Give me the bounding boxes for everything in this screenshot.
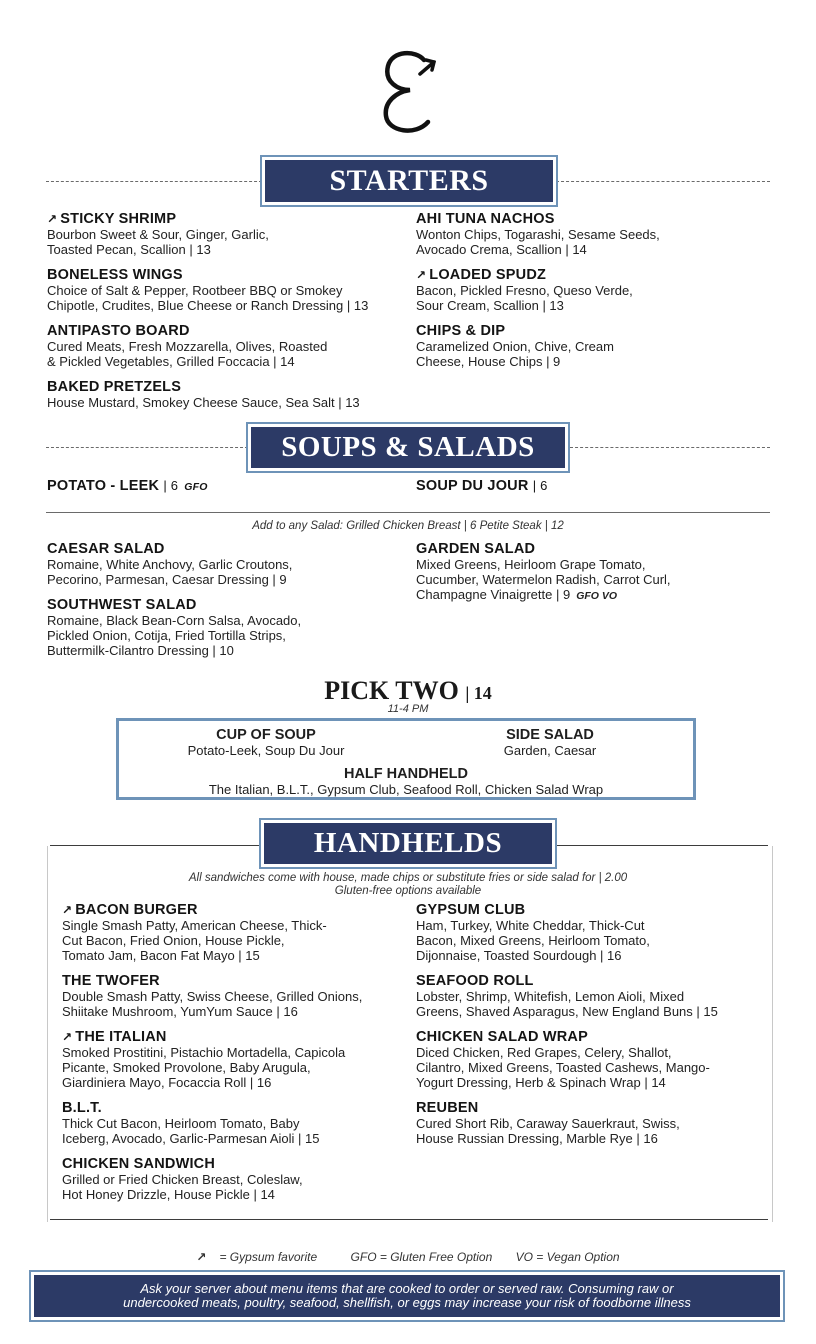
soups-salads-banner: SOUPS & SALADS: [251, 427, 565, 468]
menu-item: AHI TUNA NACHOS Wonton Chips, Togarashi, Sesame Seeds, Avocado Crema, Scallion | 14: [416, 211, 660, 257]
handhelds-rule-bottom: [50, 1219, 768, 1220]
menu-item: SEAFOOD ROLL Lobster, Shrimp, Whitefish, Lemon Aioli, Mixed Greens, Shaved Asparagus, New England Buns | 15: [416, 973, 718, 1019]
pick-two-item: CUP OF SOUP Potato-Leek, Soup Du Jour: [187, 727, 345, 758]
menu-item: CHICKEN SANDWICH Grilled or Fried Chicken Breast, Coleslaw, Hot Honey Drizzle, House Pickle | 14: [62, 1156, 303, 1202]
gypsum-logo: [380, 48, 436, 138]
menu-item: CHICKEN SALAD WRAP Diced Chicken, Red Grapes, Celery, Shallot, Cilantro, Mixed Greens, Toasted Cashews, Mango- Yogurt Dressing, Herb & Spinach Wrap | 14: [416, 1029, 710, 1090]
starters-rule-right: [556, 181, 770, 182]
menu-item: GYPSUM CLUB Ham, Turkey, White Cheddar, Thick-Cut Bacon, Mixed Greens, Heirloom Tomato, Dijonnaise, Toasted Sourdough | 16: [416, 902, 650, 963]
legend: ↗ = Gypsum favorite GFO = Gluten Free Option VO = Vegan Option: [196, 1250, 620, 1264]
favorite-icon: ↗: [47, 212, 58, 226]
menu-item: ↗ STICKY SHRIMP Bourbon Sweet & Sour, Ginger, Garlic, Toasted Pecan, Scallion | 13: [47, 211, 269, 257]
pick-two-item: SIDE SALAD Garden, Caesar: [503, 727, 597, 758]
menu-item: SOUTHWEST SALAD Romaine, Black Bean-Corn Salsa, Avocado, Pickled Onion, Cotija, Fried Tortilla Strips, Buttermilk-Cilantro Dressing | 10: [47, 597, 302, 658]
menu-item: CHIPS & DIP Caramelized Onion, Chive, Cream Cheese, House Chips | 9: [416, 323, 614, 369]
favorite-icon: ↗: [196, 1250, 207, 1264]
menu-item: GARDEN SALAD Mixed Greens, Heirloom Grape Tomato, Cucumber, Watermelon Radish, Carrot Curl, Champagne Vinaigrette | 9 GFO VO: [416, 541, 671, 602]
pick-two-title: PICK TWO | 14: [324, 676, 492, 705]
handhelds-rule-left: [50, 845, 260, 846]
handhelds-rule-right: [556, 845, 768, 846]
menu-item: THE TWOFER Double Smash Patty, Swiss Cheese, Grilled Onions, Shiitake Mushroom, YumYum Sauce | 16: [62, 973, 363, 1019]
handhelds-banner: HANDHELDS: [264, 823, 552, 864]
menu-item: SOUP DU JOUR | 6: [416, 478, 548, 494]
handhelds-note: All sandwiches come with house, made chips or substitute fries or side salad for | 2.00 Gluten-free options available: [188, 872, 628, 897]
favorite-icon: ↗: [62, 1030, 73, 1044]
menu-item: ↗ BACON BURGER Single Smash Patty, American Cheese, Thick- Cut Bacon, Fried Onion, House Pickle, Tomato Jam, Bacon Fat Mayo | 15: [62, 902, 327, 963]
starters-rule-left: [46, 181, 262, 182]
favorite-icon: ↗: [416, 268, 427, 282]
soups-rule-right: [570, 447, 770, 448]
menu-item: ↗ THE ITALIAN Smoked Prostitini, Pistachio Mortadella, Capicola Picante, Smoked Provolone, Baby Arugula, Giardiniera Mayo, Focaccia Roll | 16: [62, 1029, 346, 1090]
pick-two-item: HALF HANDHELD The Italian, B.L.T., Gypsum Club, Seafood Roll, Chicken Salad Wrap: [208, 766, 604, 797]
menu-item: BONELESS WINGS Choice of Salt & Pepper, Rootbeer BBQ or Smokey Chipotle, Crudites, Blue Cheese or Ranch Dressing | 13: [47, 267, 369, 313]
favorite-icon: ↗: [62, 903, 73, 917]
menu-item: B.L.T. Thick Cut Bacon, Heirloom Tomato, Baby Iceberg, Avocado, Garlic-Parmesan Aioli | 15: [62, 1100, 320, 1146]
dietary-tag: GFO VO: [576, 590, 618, 602]
menu-item: ANTIPASTO BOARD Cured Meats, Fresh Mozzarella, Olives, Roasted & Pickled Vegetables, Grilled Foccacia | 14: [47, 323, 328, 369]
starters-banner: STARTERS: [265, 160, 553, 202]
menu-item: BAKED PRETZELS House Mustard, Smokey Cheese Sauce, Sea Salt | 13: [47, 379, 360, 410]
pick-two-hours: 11-4 PM: [387, 703, 429, 715]
soups-rule-left: [46, 447, 248, 448]
salad-addon-note: Add to any Salad: Grilled Chicken Breast | 6 Petite Steak | 12: [252, 520, 564, 532]
salad-divider: [46, 512, 770, 513]
menu-item: CAESAR SALAD Romaine, White Anchovy, Garlic Croutons, Pecorino, Parmesan, Caesar Dressing | 9: [47, 541, 293, 587]
menu-item: POTATO - LEEK | 6 GFO: [47, 478, 208, 494]
menu-item: REUBEN Cured Short Rib, Caraway Sauerkraut, Swiss, House Russian Dressing, Marble Rye | 16: [416, 1100, 680, 1146]
raw-food-disclaimer: Ask your server about menu items that are cooked to order or served raw. Consuming raw or undercooked meats, poultry, seafood, shellfish, or eggs may increase your risk of foodborne illness: [34, 1275, 780, 1317]
menu-item: ↗ LOADED SPUDZ Bacon, Pickled Fresno, Queso Verde, Sour Cream, Scallion | 13: [416, 267, 633, 313]
